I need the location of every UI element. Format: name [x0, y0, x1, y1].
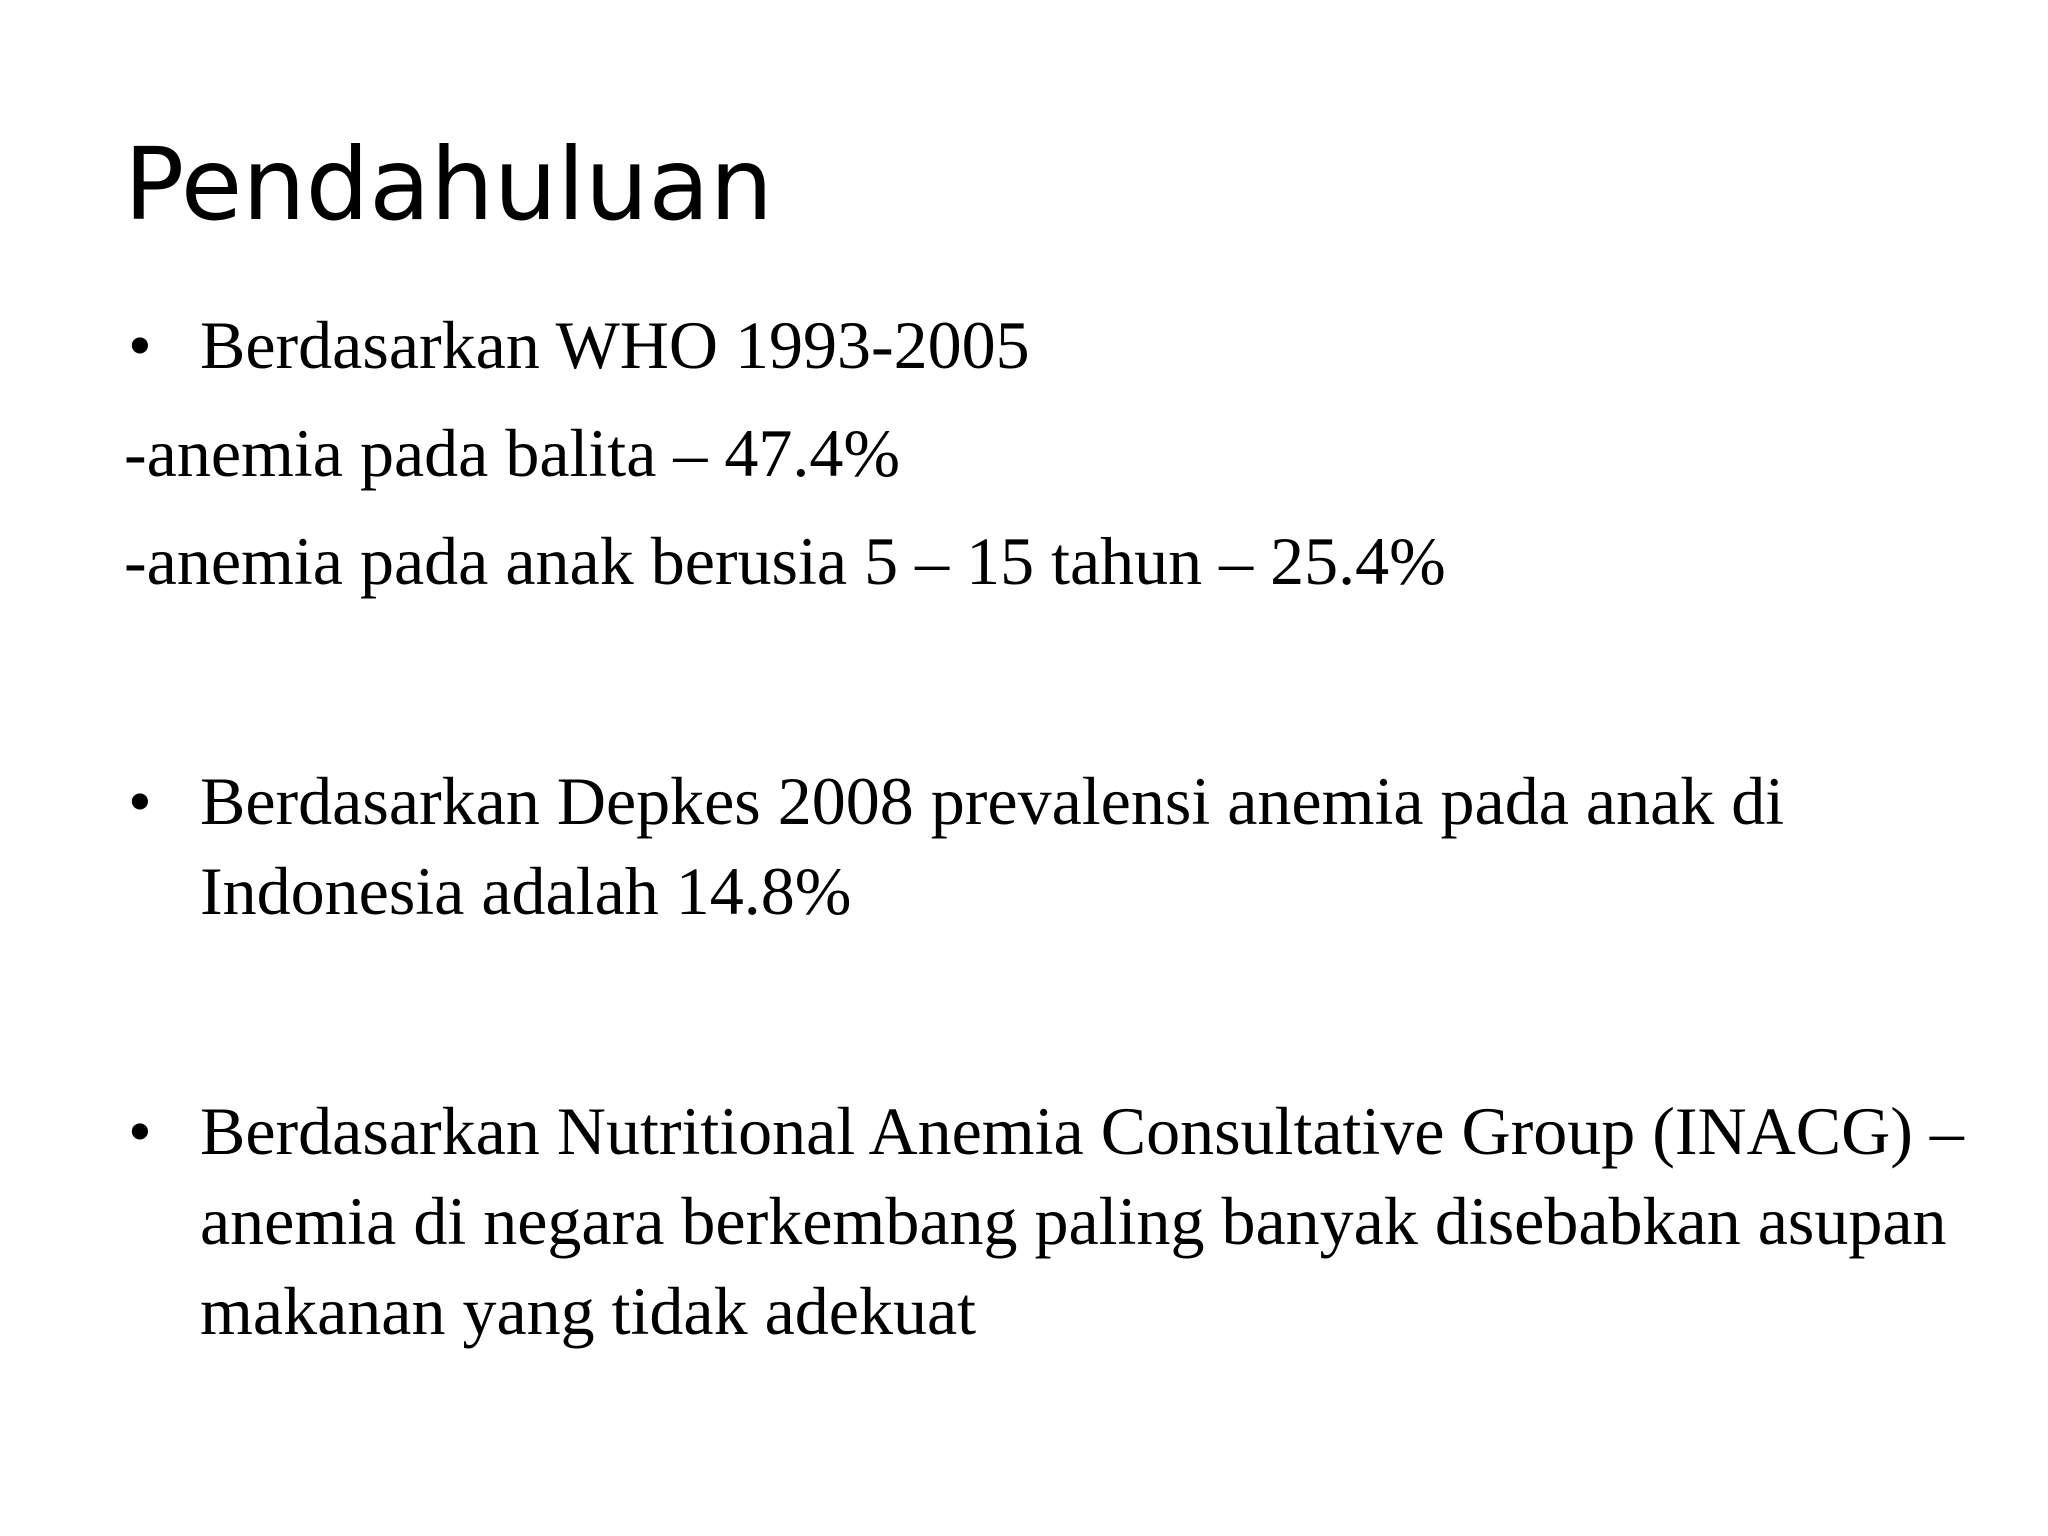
slide-body [124, 300, 2004, 1356]
bullet-dot-icon: • [128, 763, 152, 839]
bullet-item [124, 300, 2004, 390]
bullet-dot-icon: • [128, 1093, 152, 1169]
spacer [124, 936, 2004, 1086]
sub-line: -anemia pada balita – 47.4% [124, 415, 901, 491]
spacer [124, 606, 2004, 756]
bullet-dot-icon: • [128, 307, 152, 383]
slide-title: Pendahuluan [124, 126, 773, 243]
bullet-text: Berdasarkan WHO 1993-2005 [200, 307, 1030, 383]
bullet-item [124, 1086, 2004, 1356]
bullet-text: Berdasarkan Depkes 2008 prevalensi anemia pada anak di Indonesia adalah 14.8% [200, 763, 1785, 929]
bullet-item [124, 756, 2004, 936]
sub-line: -anemia pada anak berusia 5 – 15 tahun – 25.4% [124, 523, 1446, 599]
bullet-text: Berdasarkan Nutritional Anemia Consultative Group (INACG) – anemia di negara berkembang paling banyak disebabkan asupan makanan yang tidak adekuat [200, 1093, 1964, 1349]
